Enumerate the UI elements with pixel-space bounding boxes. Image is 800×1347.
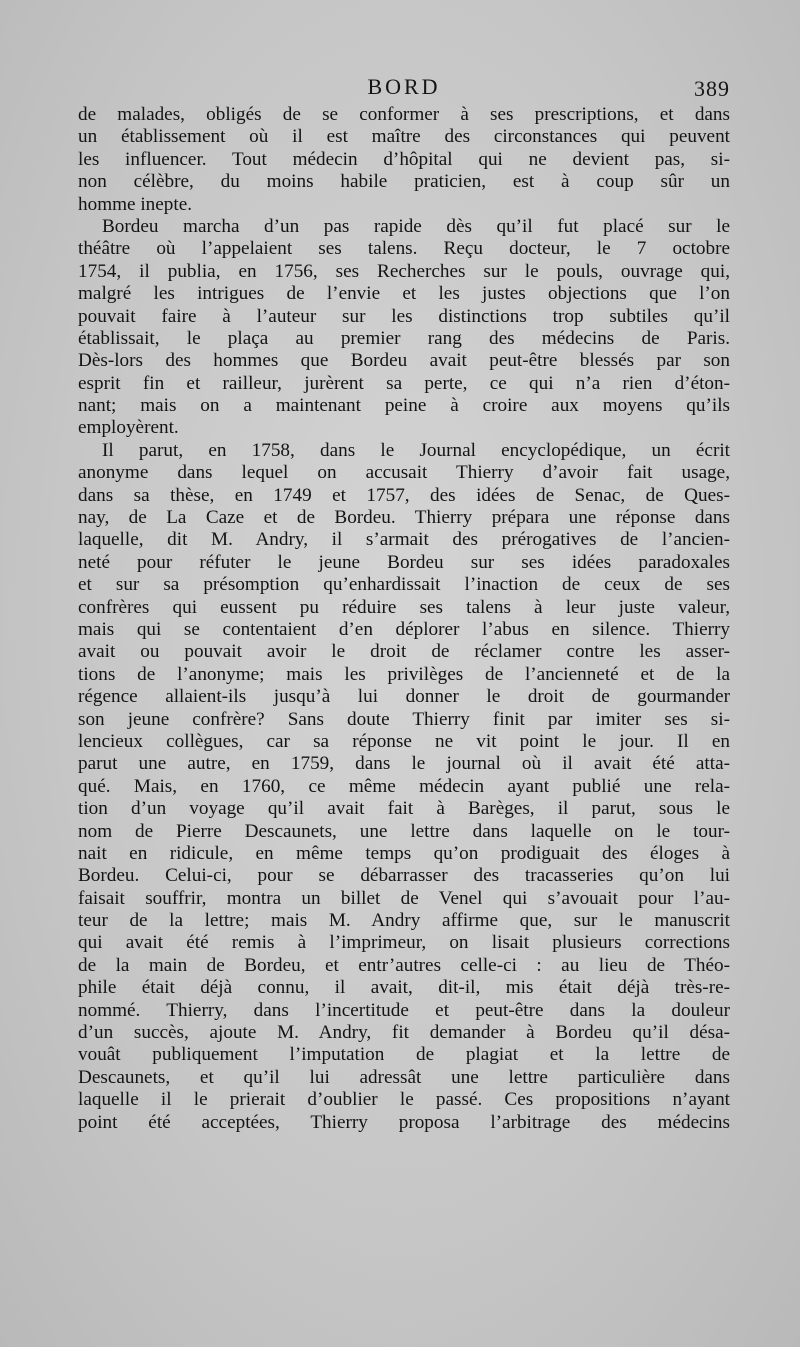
text-line: point été acceptées, Thierry proposa l’arbitrage des médecins: [78, 1111, 730, 1133]
text-line: nay, de La Caze et de Bordeu. Thierry prépara une réponse dans: [78, 507, 730, 529]
text-line: régence allaient-ils jusqu’à lui donner le droit de gourmander: [78, 686, 730, 708]
text-line: nant; mais on a maintenant peine à croire aux moyens qu’ils: [78, 395, 730, 417]
text-line: dans sa thèse, en 1749 et 1757, des idées de Senac, de Ques-: [78, 484, 730, 506]
text-line: Descaunets, et qu’il lui adressât une lettre particulière dans: [78, 1066, 730, 1088]
text-line: un établissement où il est maître des circonstances qui peuvent: [78, 126, 730, 148]
text-line: de malades, obligés de se conformer à ses prescriptions, et dans: [78, 104, 730, 125]
text-line: esprit fin et railleur, jurèrent sa perte, ce qui n’a rien d’éton-: [78, 372, 730, 394]
text-line: tion d’un voyage qu’il avait fait à Barèges, il parut, sous le: [78, 798, 730, 820]
text-line: Bordeu marcha d’un pas rapide dès qu’il fut placé sur le: [102, 215, 730, 237]
text-line: laquelle il le prierait d’oublier le passé. Ces propositions n’ayant: [78, 1089, 730, 1111]
text-line: son jeune confrère? Sans doute Thierry finit par imiter ses si-: [78, 708, 730, 730]
body-text: [78, 104, 730, 1134]
text-line: et sur sa présomption qu’enhardissait l’inaction de ceux de ses: [78, 574, 730, 596]
text-line: malgré les intrigues de l’envie et les justes objections que l’on: [78, 283, 730, 305]
text-line: de la main de Bordeu, et entr’autres celle-ci : au lieu de Théo-: [78, 954, 730, 976]
text-line: parut une autre, en 1759, dans le journal où il avait été atta-: [78, 753, 730, 775]
text-line: phile était déjà connu, il avait, dit-il, mis était déjà très-re-: [78, 977, 730, 999]
text-line: faisait souffrir, montra un billet de Venel qui s’avouait pour l’au-: [78, 887, 730, 909]
text-line: Dès-lors des hommes que Bordeu avait peut-être blessés par son: [78, 350, 730, 372]
text-line: établissait, le plaça au premier rang des médecins de Paris.: [78, 327, 730, 349]
text-line: les influencer. Tout médecin d’hôpital qui ne devient pas, si-: [78, 148, 730, 170]
text-line: pouvait faire à l’auteur sur les distinctions trop subtiles qu’il: [78, 305, 730, 327]
text-line: anonyme dans lequel on accusait Thierry d’avoir fait usage,: [78, 462, 730, 484]
text-line: qué. Mais, en 1760, ce même médecin ayant publié une rela-: [78, 775, 730, 797]
text-line: tions de l’anonyme; mais les privilèges de l’ancienneté et de la: [78, 663, 730, 685]
text-line: d’un succès, ajoute M. Andry, fit demander à Bordeu qu’il désa-: [78, 1022, 730, 1044]
text-line: mais qui se contentaient d’en déplorer l’abus en silence. Thierry: [78, 618, 730, 640]
running-title: BORD: [367, 74, 441, 99]
text-line: qui avait été remis à l’imprimeur, on lisait plusieurs corrections: [78, 932, 730, 954]
text-line: nom de Pierre Descaunets, une lettre dans laquelle on le tour-: [78, 820, 730, 842]
page-header: [78, 74, 730, 104]
text-line: teur de la lettre; mais M. Andry affirme que, sur le manuscrit: [78, 910, 730, 932]
text-line: confrères qui eussent pu réduire ses talens à leur juste valeur,: [78, 596, 730, 618]
text-line: Il parut, en 1758, dans le Journal encyclopédique, un écrit: [102, 439, 730, 461]
text-line: nommé. Thierry, dans l’incertitude et peut-être dans la douleur: [78, 999, 730, 1021]
text-line: homme inepte.: [78, 193, 193, 215]
text-line: avait ou pouvait avoir le droit de réclamer contre les asser-: [78, 641, 730, 663]
text-line: nait en ridicule, en même temps qu’on prodiguait des éloges à: [78, 842, 730, 864]
text-line: Bordeu. Celui-ci, pour se débarrasser des tracasseries qu’on lui: [78, 865, 730, 887]
text-line: neté pour réfuter le jeune Bordeu sur ses idées paradoxales: [78, 551, 730, 573]
text-line: 1754, il publia, en 1756, ses Recherches sur le pouls, ouvrage qui,: [78, 260, 730, 282]
text-line: non célèbre, du moins habile praticien, est à coup sûr un: [78, 171, 730, 193]
text-line: théâtre où l’appelaient ses talens. Reçu docteur, le 7 octobre: [78, 238, 730, 260]
text-line: employèrent.: [78, 417, 179, 439]
text-line: lencieux collègues, car sa réponse ne vit point le jour. Il en: [78, 730, 730, 752]
text-line: vouât publiquement l’imputation de plagiat et la lettre de: [78, 1044, 730, 1066]
page-number: 389: [694, 76, 730, 101]
text-line: laquelle, dit M. Andry, il s’armait des prérogatives de l’ancien-: [78, 529, 730, 551]
